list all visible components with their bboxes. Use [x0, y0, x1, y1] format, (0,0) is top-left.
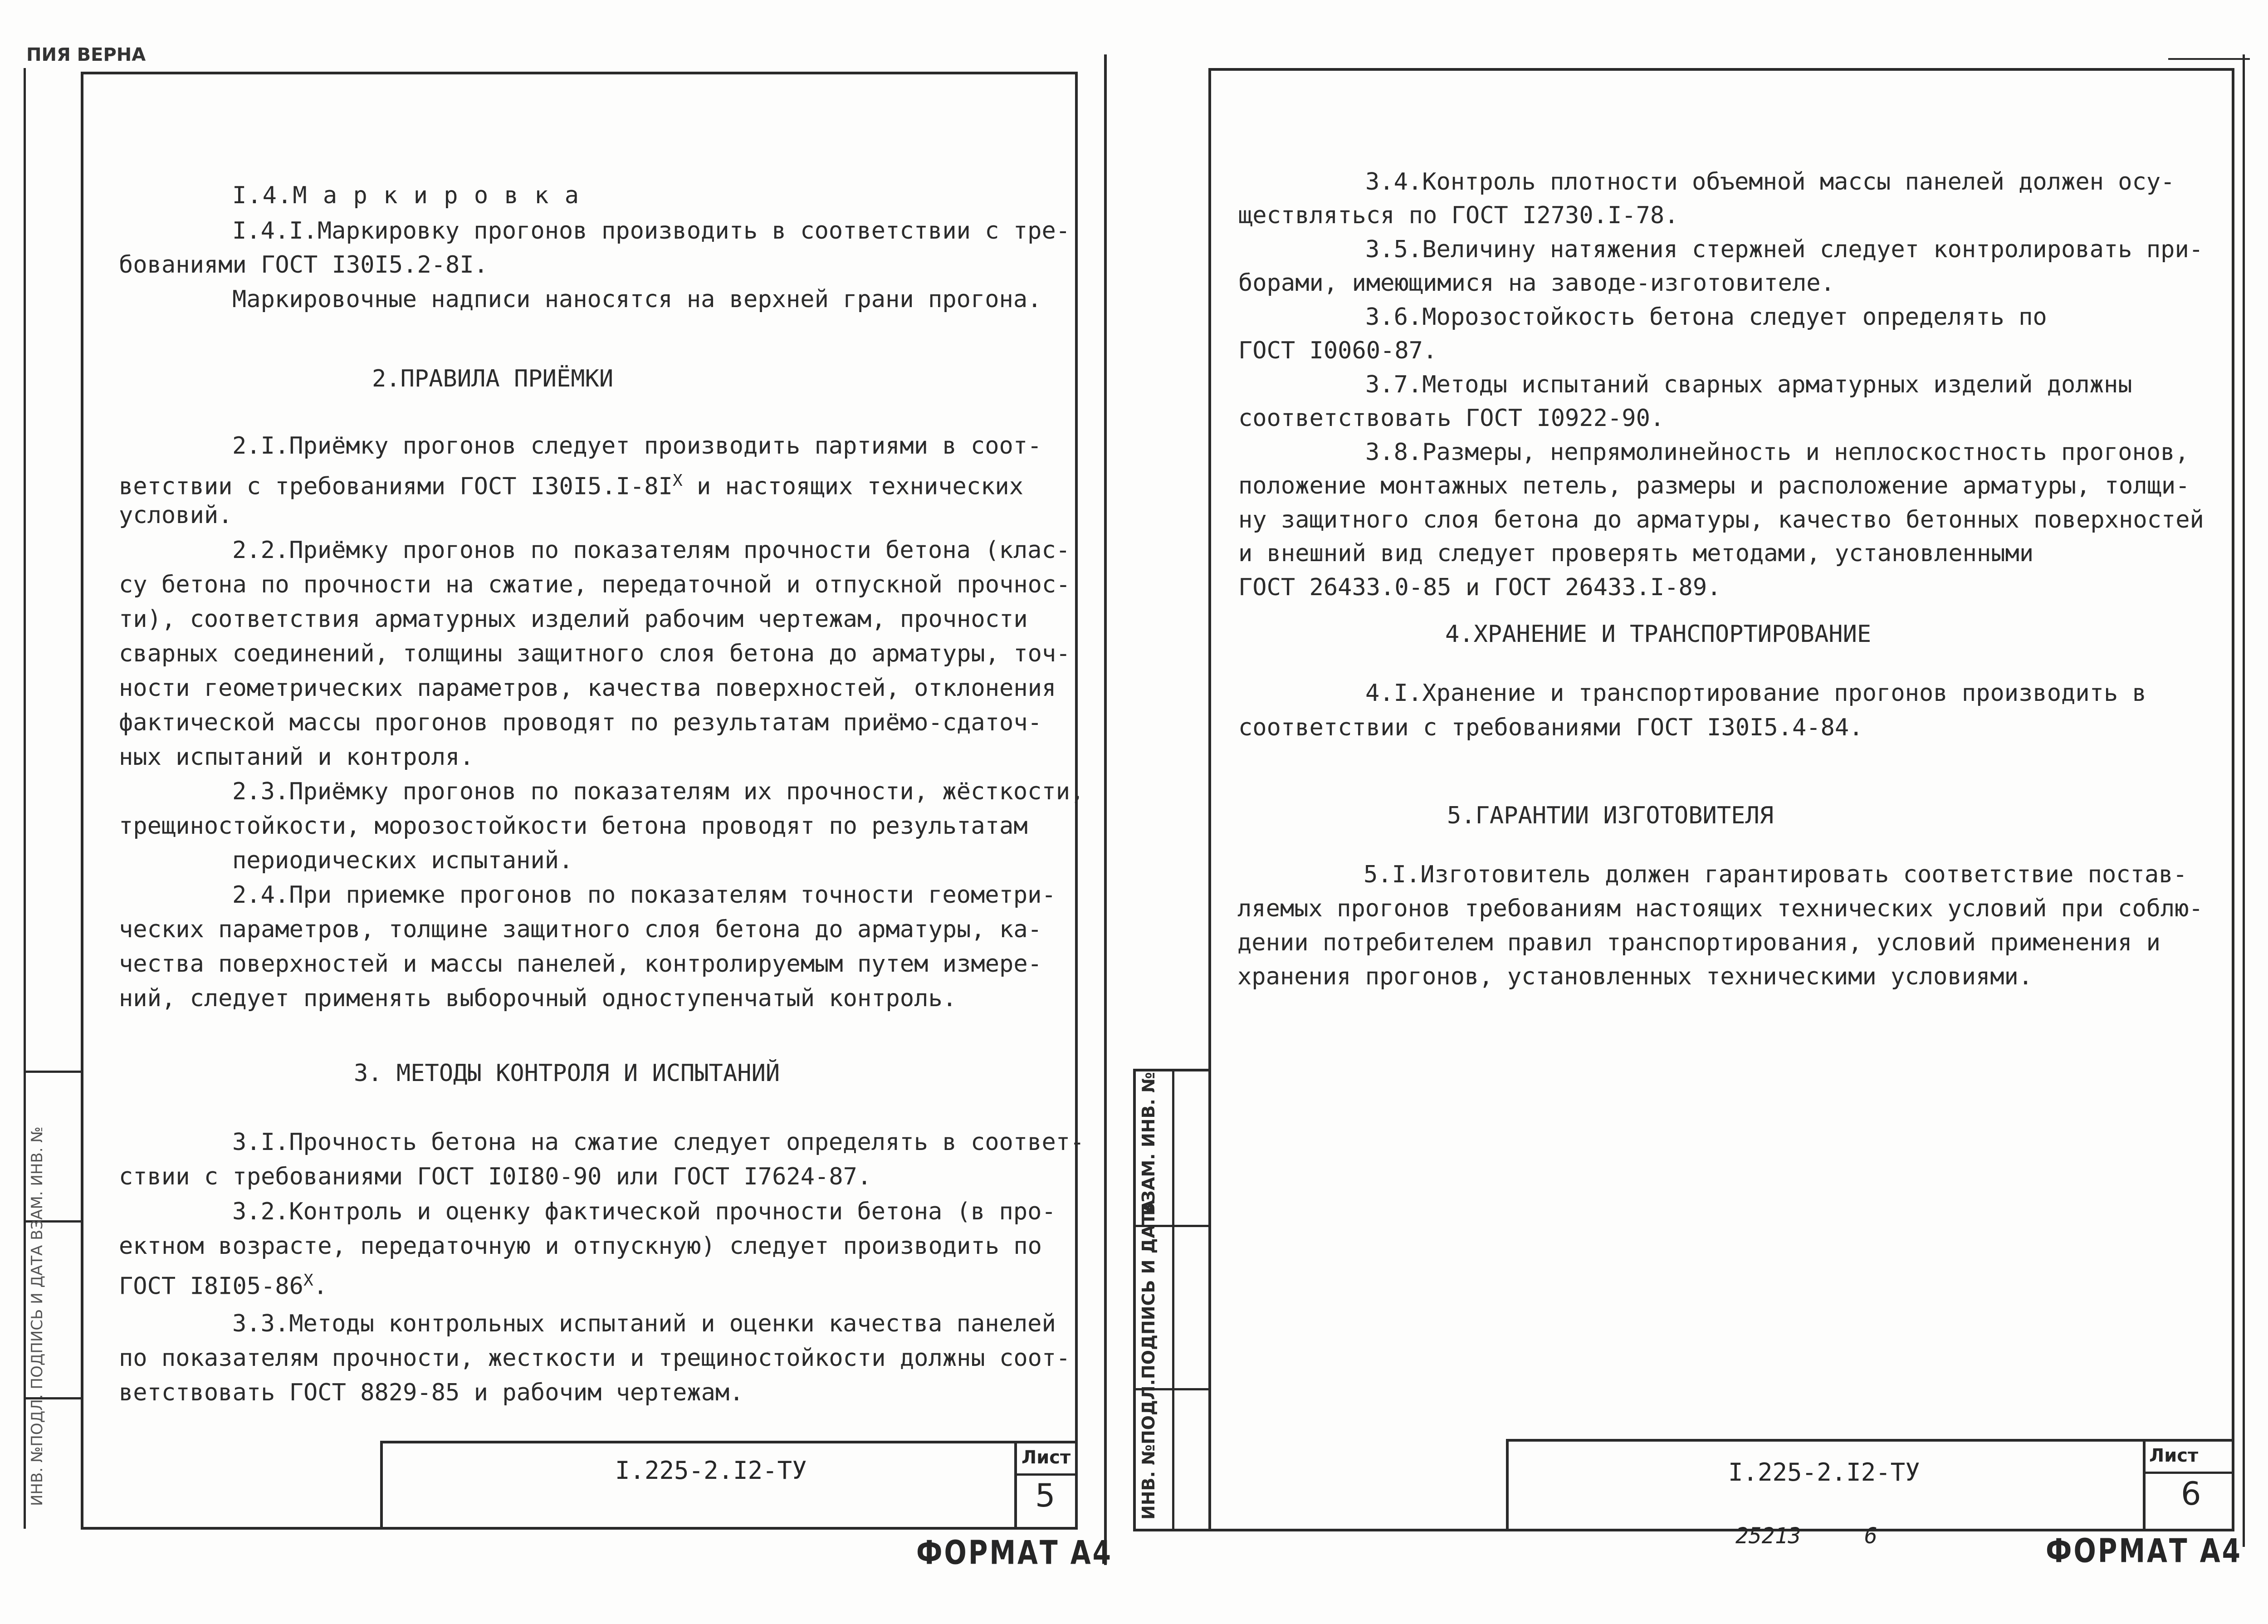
side-label-signature-date: ПОДПИСЬ И ДАТА [1139, 1199, 1158, 1379]
inventory-number: 25213 [1735, 1523, 1801, 1549]
section-3-heading: 3. МЕТОДЫ КОНТРОЛЯ И ИСПЫТАНИЙ [354, 1060, 780, 1087]
left-page-divider [1104, 54, 1107, 1565]
text-line: Маркировочные надписи наносятся на верхней грани прогона. [232, 286, 1042, 313]
left-margin-faint-label: ИНВ. №ПОДЛ. ПОДПИСЬ И ДАТА ВЗАМ. ИНВ. № [28, 1126, 46, 1506]
corner-note: ПИЯ ВЕРНА [26, 44, 146, 65]
text-line: 4.I.Хранение и транспортирование прогонов производить в [1365, 680, 2146, 707]
text-line: бованиями ГОСТ I30I5.2-8I. [119, 251, 488, 279]
text-line: хранения прогонов, установленных техническими условиями. [1237, 963, 2033, 990]
text-line: ГОСТ 26433.0-85 и ГОСТ 26433.I-89. [1238, 574, 1721, 601]
section-5-heading: 5.ГАРАНТИИ ИЗГОТОВИТЕЛЯ [1447, 802, 1774, 829]
left-sheet-number: 5 [1035, 1477, 1056, 1514]
text-line: и внешний вид следует проверять методами, установленными [1238, 540, 2034, 567]
text-line: ектном возрасте, передаточную и отпускную) следует производить по [119, 1233, 1042, 1260]
side-label-replacement-inv: ВЗАМ. ИНВ. № [1139, 1072, 1158, 1216]
left-page-outer-rule [24, 68, 26, 1529]
text-line: 5.I.Изготовитель должен гарантировать соответствие постав- [1364, 861, 2187, 888]
side-label-inv-original: ИНВ. №ПОДЛ. [1139, 1379, 1158, 1520]
text-line: 3.4.Контроль плотности объемной массы панелей должен осу- [1365, 168, 2175, 196]
text-line: 3.I.Прочность бетона на сжатие следует определять в соответ- [232, 1129, 1085, 1156]
section-1-4-heading: I.4.М а р к и р о в к а [232, 182, 580, 209]
text-line: ческих параметров, толщине защитного слоя бетона до арматуры, ка- [119, 916, 1042, 943]
left-title-block [380, 1441, 1078, 1530]
text-line: 3.7.Методы испытаний сварных арматурных изделий должны [1365, 371, 2132, 398]
right-format-label: ФОРМАТ А4 [2046, 1531, 2242, 1570]
text-line: дении потребителем правил транспортирования, условий применения и [1237, 929, 2160, 956]
text-line: ляемых прогонов требованиям настоящих технических условий при соблю- [1237, 895, 2203, 922]
text-line: чества поверхностей и массы панелей, контролируемым путем измере- [119, 950, 1042, 978]
text-line: ний, следует применять выборочный одноступенчатый контроль. [119, 985, 957, 1012]
right-doc-code: I.225-2.I2-ТУ [1728, 1458, 1920, 1487]
text-line: ГОСТ I0060-87. [1238, 337, 1437, 364]
text-line: I.4.I.Маркировку прогонов производить в соответствии с тре- [232, 217, 1070, 245]
text-line: ну защитного слоя бетона до арматуры, качество бетонных поверхностей [1238, 506, 2204, 533]
superscript-x: Х [672, 471, 683, 490]
left-doc-code: I.225-2.I2-ТУ [615, 1456, 807, 1485]
left-title-block-divider [1014, 1441, 1017, 1530]
text-fragment: . [313, 1272, 327, 1300]
right-sheet-number: 6 [2181, 1475, 2201, 1512]
text-line: 2.3.Приёмку прогонов по показателям их прочности, жёсткости, [232, 778, 1085, 805]
text-line: по показателям прочности, жесткости и трещиностойкости должны соот- [119, 1345, 1070, 1372]
right-page-top-tick [2168, 58, 2250, 60]
right-binding-strip-divider [1172, 1069, 1174, 1531]
text-line [119, 464, 1023, 504]
text-line: положение монтажных петель, размеры и расположение арматуры, толщи- [1238, 472, 2190, 499]
text-line: ности геометрических параметров, качества поверхностей, отклонения [119, 675, 1056, 702]
text-line: условий. [119, 502, 233, 529]
text-line: 3.6.Морозостойкость бетона следует определять по [1365, 303, 2047, 331]
left-format-label: ФОРМАТ А4 [916, 1533, 1113, 1572]
text-line: трещиностойкости, морозостойкости бетона проводят по результатам [119, 812, 1028, 840]
section-2-heading: 2.ПРАВИЛА ПРИЁМКИ [372, 365, 614, 392]
right-page-outer-rule [2243, 54, 2245, 1547]
text-line: 2.2.Приёмку прогонов по показателям прочности бетона (клас- [232, 537, 1070, 564]
text-line: 2.I.Приёмку прогонов следует производить партиями в соот- [232, 432, 1042, 460]
text-fragment: и настоящих технических [682, 473, 1024, 500]
text-line: соответствовать ГОСТ I0922-90. [1238, 405, 1665, 432]
text-line: 2.4.При приемке прогонов по показателям точности геометри- [232, 881, 1056, 909]
right-title-block-divider [2143, 1439, 2146, 1531]
text-line: ных испытаний и контроля. [119, 744, 474, 771]
text-line: су бетона по прочности на сжатие, передаточной и отпускной прочнос- [119, 571, 1070, 598]
text-line: 3.2.Контроль и оценку фактической прочности бетона (в про- [232, 1198, 1056, 1225]
text-line: ствии с требованиями ГОСТ I0I80-90 или ГОСТ I7624-87. [119, 1163, 872, 1190]
text-line: соответствии с требованиями ГОСТ I30I5.4-84. [1238, 714, 1863, 741]
text-line: 3.5.Величину натяжения стержней следует контролировать при- [1365, 236, 2204, 263]
left-margin-tick-1 [24, 1071, 83, 1073]
left-sheet-label: Лист [1022, 1447, 1071, 1468]
text-line: борами, имеющимися на заводе-изготовителе. [1238, 269, 1835, 297]
text-line: 3.8.Размеры, непрямолинейность и неплоскостность прогонов, [1365, 439, 2189, 466]
text-fragment: ГОСТ I8I05-86 [119, 1272, 303, 1300]
right-title-block-sheet-rule [2143, 1472, 2234, 1474]
section-4-heading: 4.ХРАНЕНИЕ И ТРАНСПОРТИРОВАНИЕ [1445, 621, 1872, 648]
text-line: ветствовать ГОСТ 8829-85 и рабочим чертежам. [119, 1379, 744, 1406]
right-sheet-label: Лист [2149, 1445, 2199, 1466]
text-line: сварных соединений, толщины защитного слоя бетона до арматуры, точ- [119, 640, 1070, 667]
text-line: 3.3.Методы контрольных испытаний и оценки качества панелей [232, 1310, 1056, 1337]
text-line: ществляться по ГОСТ I2730.I-78. [1238, 202, 1679, 229]
text-fragment: ветствии с требованиями ГОСТ I30I5.I-8I [119, 473, 673, 500]
text-line: фактической массы прогонов проводят по результатам приёмо-сдаточ- [119, 709, 1042, 736]
left-title-block-sheet-rule [1014, 1473, 1078, 1476]
text-line [119, 1263, 327, 1303]
text-line: ти), соответствия арматурных изделий рабочим чертежам, прочности [119, 606, 1028, 633]
superscript-x: Х [303, 1271, 313, 1290]
text-line: периодических испытаний. [232, 847, 573, 874]
inventory-suffix: 6 [1864, 1523, 1877, 1549]
